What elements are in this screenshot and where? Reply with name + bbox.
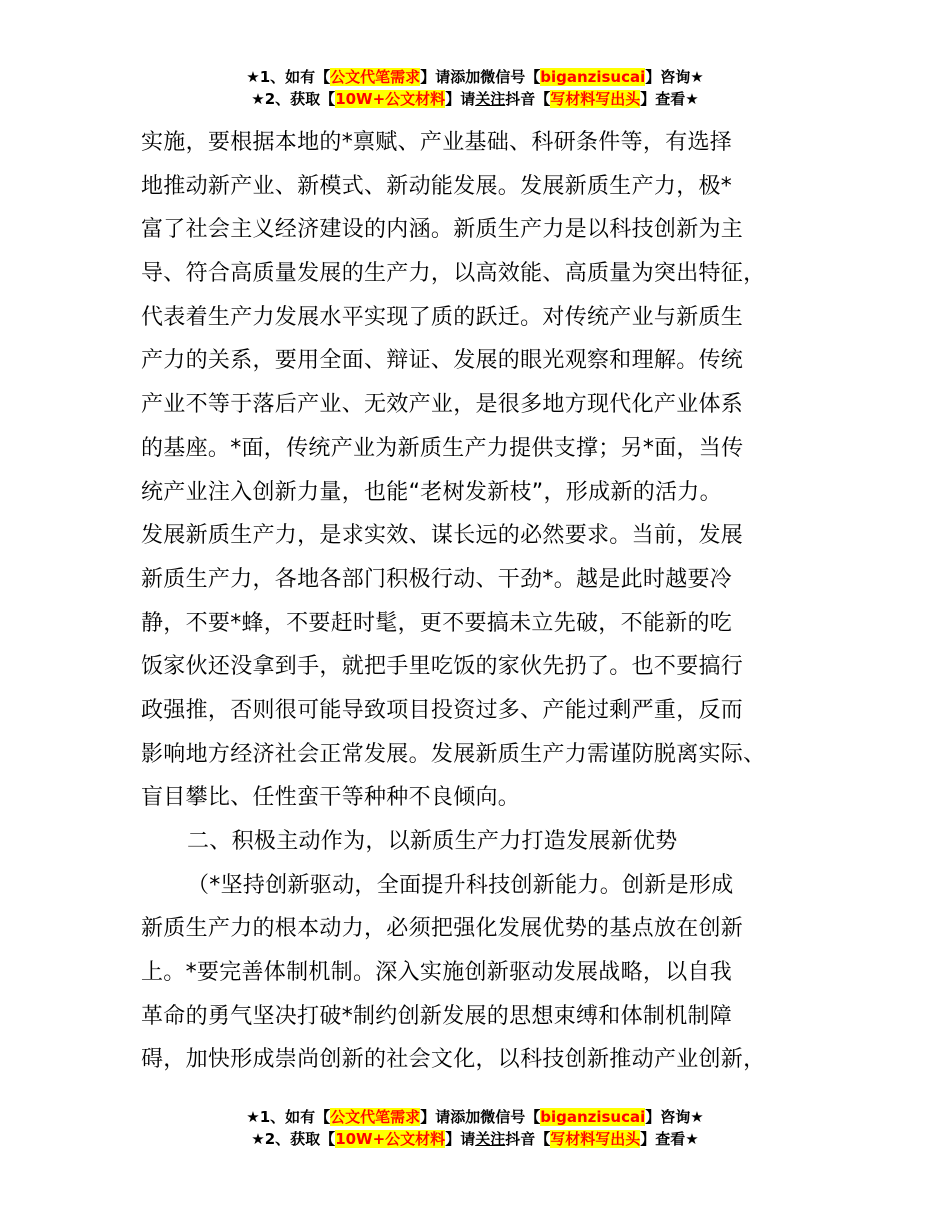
- footer-line-1: ★1、如有【公文代笔需求】请添加微信号【biganzisucai】咨询★: [246, 1108, 704, 1126]
- header-line-2: ★2、获取【10W+公文材料】请关注抖音【写材料写出头】查看★: [251, 90, 699, 108]
- underlined-follow: 关注: [475, 90, 506, 108]
- header-line-1: ★1、如有【公文代笔需求】请添加微信号【biganzisucai】咨询★: [246, 68, 704, 86]
- body-line: 碍，加快形成崇尚创新的社会文化，以科技创新推动产业创新，: [141, 1047, 766, 1073]
- body-line: 新质生产力，各地各部门积极行动、干劲*。越是此时越要冷: [141, 566, 733, 592]
- body-line: 上。*要完善体制机制。深入实施创新驱动发展战略，以自我: [141, 960, 733, 986]
- body-line: 影响地方经济社会正常发展。发展新质生产力需谨防脱离实际、: [141, 741, 766, 767]
- body-line: 政强推，否则很可能导致项目投资过多、产能过剩严重，反而: [141, 697, 744, 723]
- body-line: 导、符合高质量发展的生产力，以高效能、高质量为突出特征，: [141, 261, 766, 287]
- highlight-wechat-id: biganzisucai: [540, 1108, 646, 1126]
- section-heading: 二、积极主动作为，以新质生产力打造发展新优势: [187, 829, 678, 854]
- document-body: [141, 121, 821, 1082]
- body-line: 新质生产力的根本动力，必须把强化发展优势的基点放在创新: [141, 916, 744, 942]
- highlight-ghostwriting: 公文代笔需求: [330, 1108, 421, 1126]
- body-line: 富了社会主义经济建设的内涵。新质生产力是以科技创新为主: [141, 217, 744, 243]
- body-line: 盲目攀比、任性蛮干等种种不良倾向。: [141, 785, 521, 811]
- highlight-douyin-account: 写材料写出头: [550, 1130, 641, 1148]
- body-line: 产力的关系，要用全面、辩证、发展的眼光观察和理解。传统: [141, 348, 744, 374]
- footer-banner: [0, 1106, 950, 1150]
- body-line: 革命的勇气坚决打破*制约创新发展的思想束缚和体制机制障: [141, 1003, 733, 1029]
- underlined-follow: 关注: [475, 1130, 506, 1148]
- body-line: 地推动新产业、新模式、新动能发展。发展新质生产力，极*: [141, 173, 733, 199]
- highlight-materials: 10W+公文材料: [335, 90, 446, 108]
- body-line: 实施，要根据本地的*禀赋、产业基础、科研条件等，有选择: [141, 130, 733, 155]
- body-line: 代表着生产力发展水平实现了质的跃迁。对传统产业与新质生: [141, 304, 744, 330]
- header-banner: [0, 66, 950, 110]
- body-line: 发展新质生产力，是求实效、谋长远的必然要求。当前，发展: [141, 523, 744, 549]
- highlight-ghostwriting: 公文代笔需求: [330, 68, 421, 86]
- body-line: 产业不等于落后产业、无效产业，是很多地方现代化产业体系: [141, 392, 744, 418]
- footer-line-2: ★2、获取【10W+公文材料】请关注抖音【写材料写出头】查看★: [251, 1130, 699, 1148]
- body-line: 统产业注入创新力量，也能“老树发新枝”，形成新的活力。: [141, 479, 722, 505]
- highlight-wechat-id: biganzisucai: [540, 68, 646, 86]
- highlight-douyin-account: 写材料写出头: [550, 90, 641, 108]
- body-line: （*坚持创新驱动，全面提升科技创新能力。创新是形成: [187, 872, 734, 898]
- highlight-materials: 10W+公文材料: [335, 1130, 446, 1148]
- body-line: 静，不要*蜂，不要赶时髦，更不要搞未立先破，不能新的吃: [141, 610, 733, 636]
- body-line: 的基座。*面，传统产业为新质生产力提供支撑；另*面，当传: [141, 435, 744, 461]
- body-line: 饭家伙还没拿到手，就把手里吃饭的家伙先扔了。也不要搞行: [141, 654, 744, 680]
